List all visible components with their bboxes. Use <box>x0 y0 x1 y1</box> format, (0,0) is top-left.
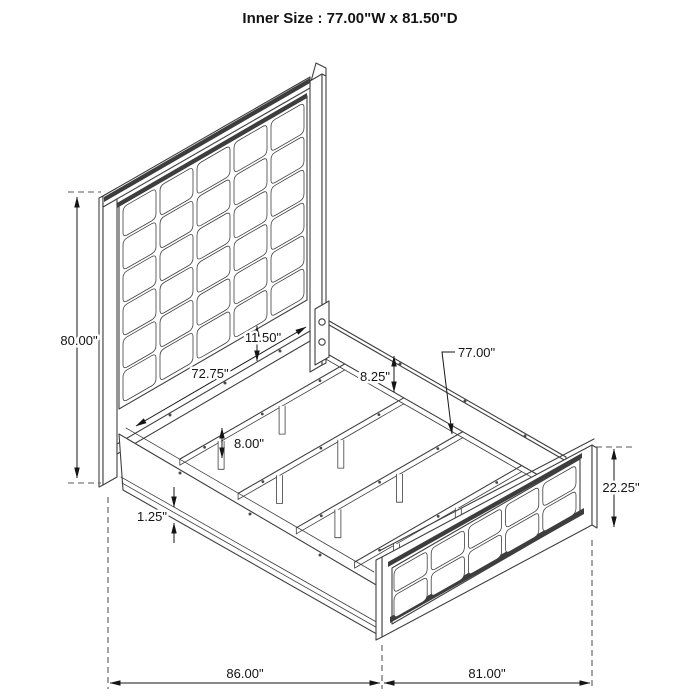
dim-panel-gap-label: 11.50" <box>244 330 282 345</box>
slat-support-leg <box>218 441 224 469</box>
dim-headboard-height-label: 80.00" <box>60 333 98 348</box>
slat-support-leg <box>279 406 285 434</box>
diagram-title: Inner Size : 77.00"W x 81.50"D <box>242 10 458 27</box>
dim-footboard-height-label: 22.25" <box>602 480 640 495</box>
slat-support-leg <box>335 510 341 538</box>
dim-footboard-height <box>596 447 640 527</box>
footboard <box>376 439 597 640</box>
far-side-rail <box>315 301 566 497</box>
slat-support-leg <box>338 440 344 468</box>
dim-overall-width-label: 81.00" <box>468 666 506 681</box>
dim-inner-span-label: 72.75" <box>191 366 229 381</box>
dim-leg-height <box>222 428 264 458</box>
dim-rail-height <box>360 356 394 392</box>
slat-support-leg <box>397 474 403 502</box>
bracket-hole <box>319 319 325 325</box>
headboard <box>99 63 326 487</box>
dim-slat-length-label: 77.00" <box>458 345 496 360</box>
dim-headboard-height <box>60 192 101 483</box>
dim-leg-height-label: 8.00" <box>234 436 264 451</box>
bracket-hole <box>319 339 325 345</box>
dim-overall-depth-label: 86.00" <box>226 666 264 681</box>
dim-rail-height-label: 8.25" <box>360 369 390 384</box>
slat-support-leg <box>277 476 283 504</box>
dim-slat-length <box>442 345 496 434</box>
rail-mount-bracket <box>315 301 329 365</box>
dim-trim-thickness-label: 1.25" <box>137 509 167 524</box>
